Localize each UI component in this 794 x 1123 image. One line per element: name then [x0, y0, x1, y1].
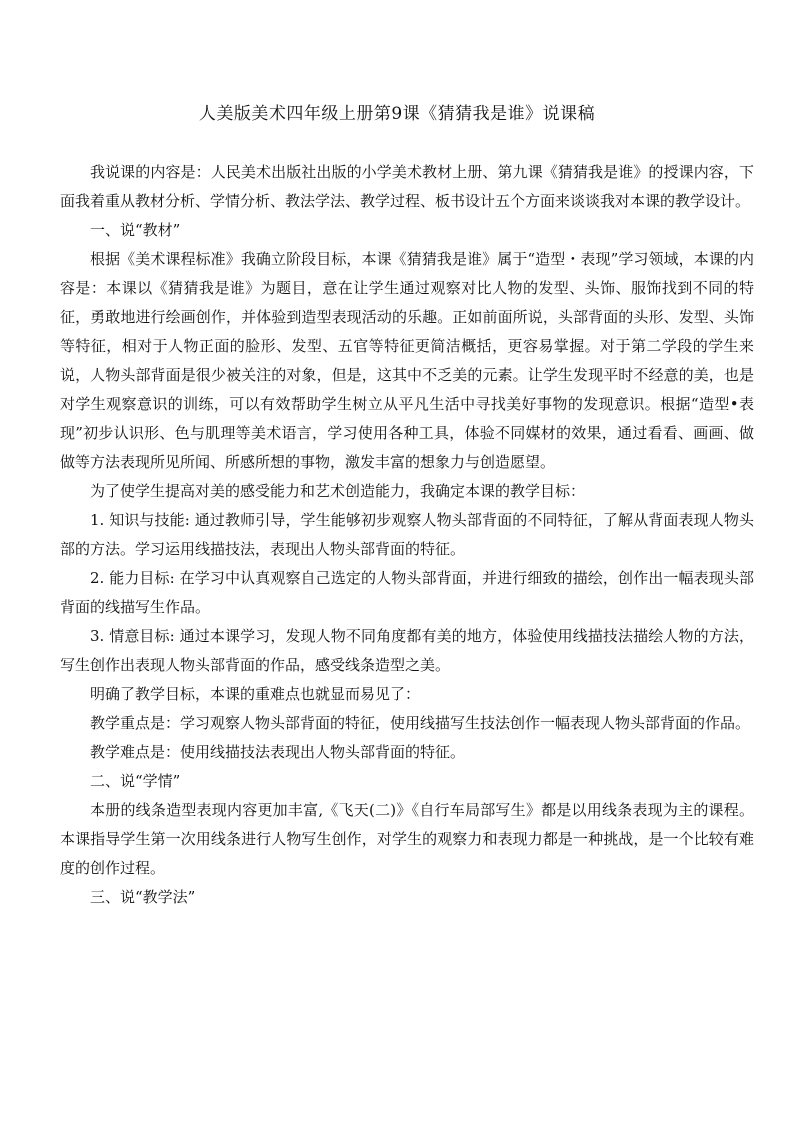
paragraph-difficult-point: 教学难点是：使用线描技法表现出人物头部背面的特征。 [90, 743, 466, 761]
section-heading-students: 二、说“学情” [90, 772, 181, 790]
document-title: 人美版美术四年级上册第9课《猜猜我是谁》说课稿 [198, 104, 596, 124]
paragraph-intro: 我说课的内容是：人民美术出版社出版的小学美术教材上册、第九课《猜猜我是谁》的授课内容，下面我着重从教材分析、学情分析、教法学法、教学过程、板书设计五个方面来谈谈我对本课的教学设计。 [60, 163, 754, 210]
paragraph-goal-knowledge: 1. 知识与技能: 通过教师引导，学生能够初步观察人物头部背面的不同特征，了解从背面表现人物头部的方法。学习运用线描技法，表现出人物头部背面的特征。 [60, 511, 754, 558]
paragraph-goal-emotion: 3. 情意目标: 通过本课学习，发现人物不同角度都有美的地方，体验使用线描技法描绘人物的方法，写生创作出表现人物头部背面的作品，感受线条造型之美。 [60, 627, 754, 674]
paragraph-key-points-intro: 明确了教学目标，本课的重难点也就显而易见了： [90, 685, 421, 703]
paragraph-goal-ability: 2. 能力目标: 在学习中认真观察自己选定的人物头部背面，并进行细致的描绘，创作出一幅表现头部背面的线描写生作品。 [60, 569, 754, 616]
section-heading-textbook: 一、说“教材” [90, 221, 181, 239]
document-body [60, 158, 754, 912]
paragraph-key-point: 教学重点是：学习观察人物头部背面的特征，使用线描写生技法创作一幅表现人物头部背面的作品。 [90, 714, 751, 732]
paragraph-curriculum: 根据《美术课程标准》我确立阶段目标，本课《猜猜我是谁》属于“造型・表现”学习领域，本课的内容是：本课以《猜猜我是谁》为题目，意在让学生通过观察对比人物的发型、头饰、服饰找到不同的特征，勇敢地进行绘画创作，并体验到造型表现活动的乐趣。正如前面所说，头部背面的头形、发型、头饰等特征，相对于人物正面的脸形、发型、五官等特征更简洁概括，更容易掌握。对于第二学段的学生来说，人物头部背面是很少被关注的对象，但是，这其中不乏美的元素。让学生发现平时不经意的美，也是对学生观察意识的训练，可以有效帮助学生树立从平凡生活中寻找美好事物的发现意识。根据“造型•表现”初步认识形、色与肌理等美术语言，学习使用各种工具，体验不同媒材的效果，通过看看、画画、做做等方法表现所见所闻、所感所想的事物，激发丰富的想象力与创造愿望。 [60, 250, 754, 471]
section-heading-methods: 三、说“教学法” [90, 888, 196, 906]
paragraph-goals-intro: 为了使学生提高对美的感受能力和艺术创造能力，我确定本课的教学目标： [90, 482, 586, 500]
paragraph-students: 本册的线条造型表现内容更加丰富,《飞天(二)》《自行车局部写生》都是以用线条表现为主的课程。本课指导学生第一次用线条进行人物写生创作，对学生的观察力和表现力都是一种挑战，是一个比较有难度的创作过程。 [60, 801, 754, 877]
